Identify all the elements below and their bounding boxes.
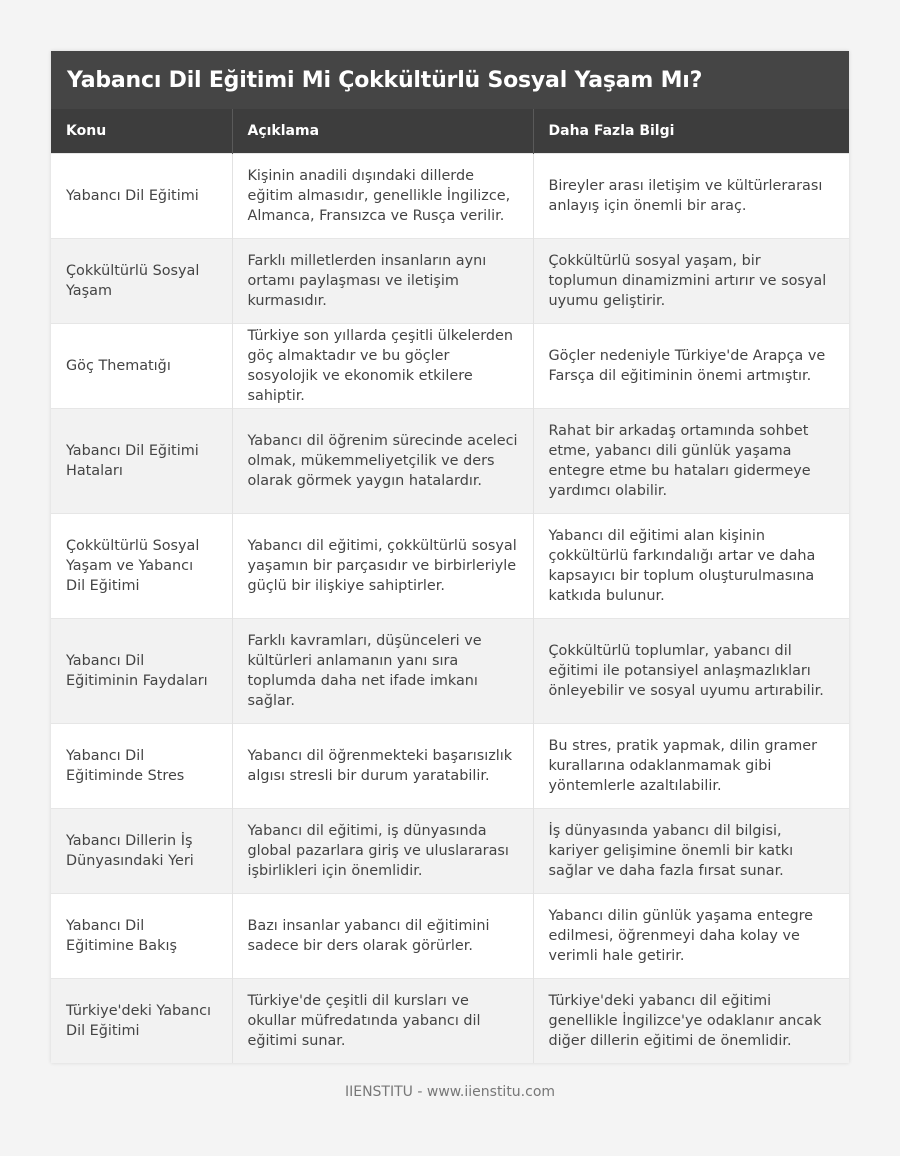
cell-topic: Göç Thematığı (51, 324, 232, 409)
table-header-row (51, 109, 849, 154)
cell-info: Türkiye'deki yabancı dil eğitimi genellikle İngilizce'ye odaklanır ancak diğer dillerin eğitimi de önemlidir. (533, 979, 849, 1064)
content-card (51, 51, 849, 1063)
cell-info: Bireyler arası iletişim ve kültürlerarası anlayış için önemli bir araç. (533, 154, 849, 239)
cell-description: Farklı kavramları, düşünceleri ve kültürleri anlamanın yanı sıra toplumda daha net ifade imkanı sağlar. (232, 619, 533, 724)
cell-topic: Türkiye'deki Yabancı Dil Eğitimi (51, 979, 232, 1064)
column-header-description: Açıklama (232, 109, 533, 154)
column-header-topic: Konu (51, 109, 232, 154)
table-row (51, 724, 849, 809)
table-row (51, 324, 849, 409)
cell-info: İş dünyasında yabancı dil bilgisi, kariyer gelişimine önemli bir katkı sağlar ve daha fazla fırsat sunar. (533, 809, 849, 894)
cell-topic: Yabancı Dil Eğitimine Bakış (51, 894, 232, 979)
cell-topic: Yabancı Dil Eğitiminin Faydaları (51, 619, 232, 724)
cell-topic: Yabancı Dil Eğitiminde Stres (51, 724, 232, 809)
info-table (51, 109, 849, 1063)
page-title: Yabancı Dil Eğitimi Mi Çokkültürlü Sosyal Yaşam Mı? (51, 51, 849, 109)
table-row (51, 239, 849, 324)
table-row (51, 979, 849, 1064)
cell-description: Yabancı dil öğrenim sürecinde aceleci olmak, mükemmeliyetçilik ve ders olarak görmek yaygın hatalardır. (232, 409, 533, 514)
cell-topic: Yabancı Dil Eğitimi Hataları (51, 409, 232, 514)
cell-info: Çokkültürlü sosyal yaşam, bir toplumun dinamizmini artırır ve sosyal uyumu geliştirir. (533, 239, 849, 324)
cell-topic: Çokkültürlü Sosyal Yaşam ve Yabancı Dil Eğitimi (51, 514, 232, 619)
cell-info: Çokkültürlü toplumlar, yabancı dil eğitimi ile potansiyel anlaşmazlıkları önleyebilir ve sosyal uyumu artırabilir. (533, 619, 849, 724)
cell-info: Rahat bir arkadaş ortamında sohbet etme, yabancı dili günlük yaşama entegre etme bu hataları gidermeye yardımcı olabilir. (533, 409, 849, 514)
table-row (51, 154, 849, 239)
cell-description: Farklı milletlerden insanların aynı ortamı paylaşması ve iletişim kurmasıdır. (232, 239, 533, 324)
cell-description: Yabancı dil eğitimi, iş dünyasında global pazarlara giriş ve uluslararası işbirlikleri için önemlidir. (232, 809, 533, 894)
table-row (51, 619, 849, 724)
cell-topic: Çokkültürlü Sosyal Yaşam (51, 239, 232, 324)
cell-description: Yabancı dil eğitimi, çokkültürlü sosyal yaşamın bir parçasıdır ve birbirleriyle güçlü bir ilişkiye sahiptirler. (232, 514, 533, 619)
table-row (51, 809, 849, 894)
table-row (51, 894, 849, 979)
cell-description: Bazı insanlar yabancı dil eğitimini sadece bir ders olarak görürler. (232, 894, 533, 979)
cell-info: Yabancı dilin günlük yaşama entegre edilmesi, öğrenmeyi daha kolay ve verimli hale getirir. (533, 894, 849, 979)
table-row (51, 514, 849, 619)
cell-description: Türkiye'de çeşitli dil kursları ve okullar müfredatında yabancı dil eğitimi sunar. (232, 979, 533, 1064)
cell-description: Türkiye son yıllarda çeşitli ülkelerden göç almaktadır ve bu göçler sosyolojik ve ekonomik etkilere sahiptir. (232, 324, 533, 409)
table-row (51, 409, 849, 514)
cell-info: Göçler nedeniyle Türkiye'de Arapça ve Farsça dil eğitiminin önemi artmıştır. (533, 324, 849, 409)
cell-topic: Yabancı Dillerin İş Dünyasındaki Yeri (51, 809, 232, 894)
cell-info: Yabancı dil eğitimi alan kişinin çokkültürlü farkındalığı artar ve daha kapsayıcı bir toplum oluşturulmasına katkıda bulunur. (533, 514, 849, 619)
cell-description: Kişinin anadili dışındaki dillerde eğitim almasıdır, genellikle İngilizce, Almanca, Fransızca ve Rusça verilir. (232, 154, 533, 239)
cell-topic: Yabancı Dil Eğitimi (51, 154, 232, 239)
cell-info: Bu stres, pratik yapmak, dilin gramer kurallarına odaklanmamak gibi yöntemlerle azaltılabilir. (533, 724, 849, 809)
column-header-more-info: Daha Fazla Bilgi (533, 109, 849, 154)
footer-credit: IIENSTITU - www.iienstitu.com (344, 1084, 556, 1100)
cell-description: Yabancı dil öğrenmekteki başarısızlık algısı stresli bir durum yaratabilir. (232, 724, 533, 809)
